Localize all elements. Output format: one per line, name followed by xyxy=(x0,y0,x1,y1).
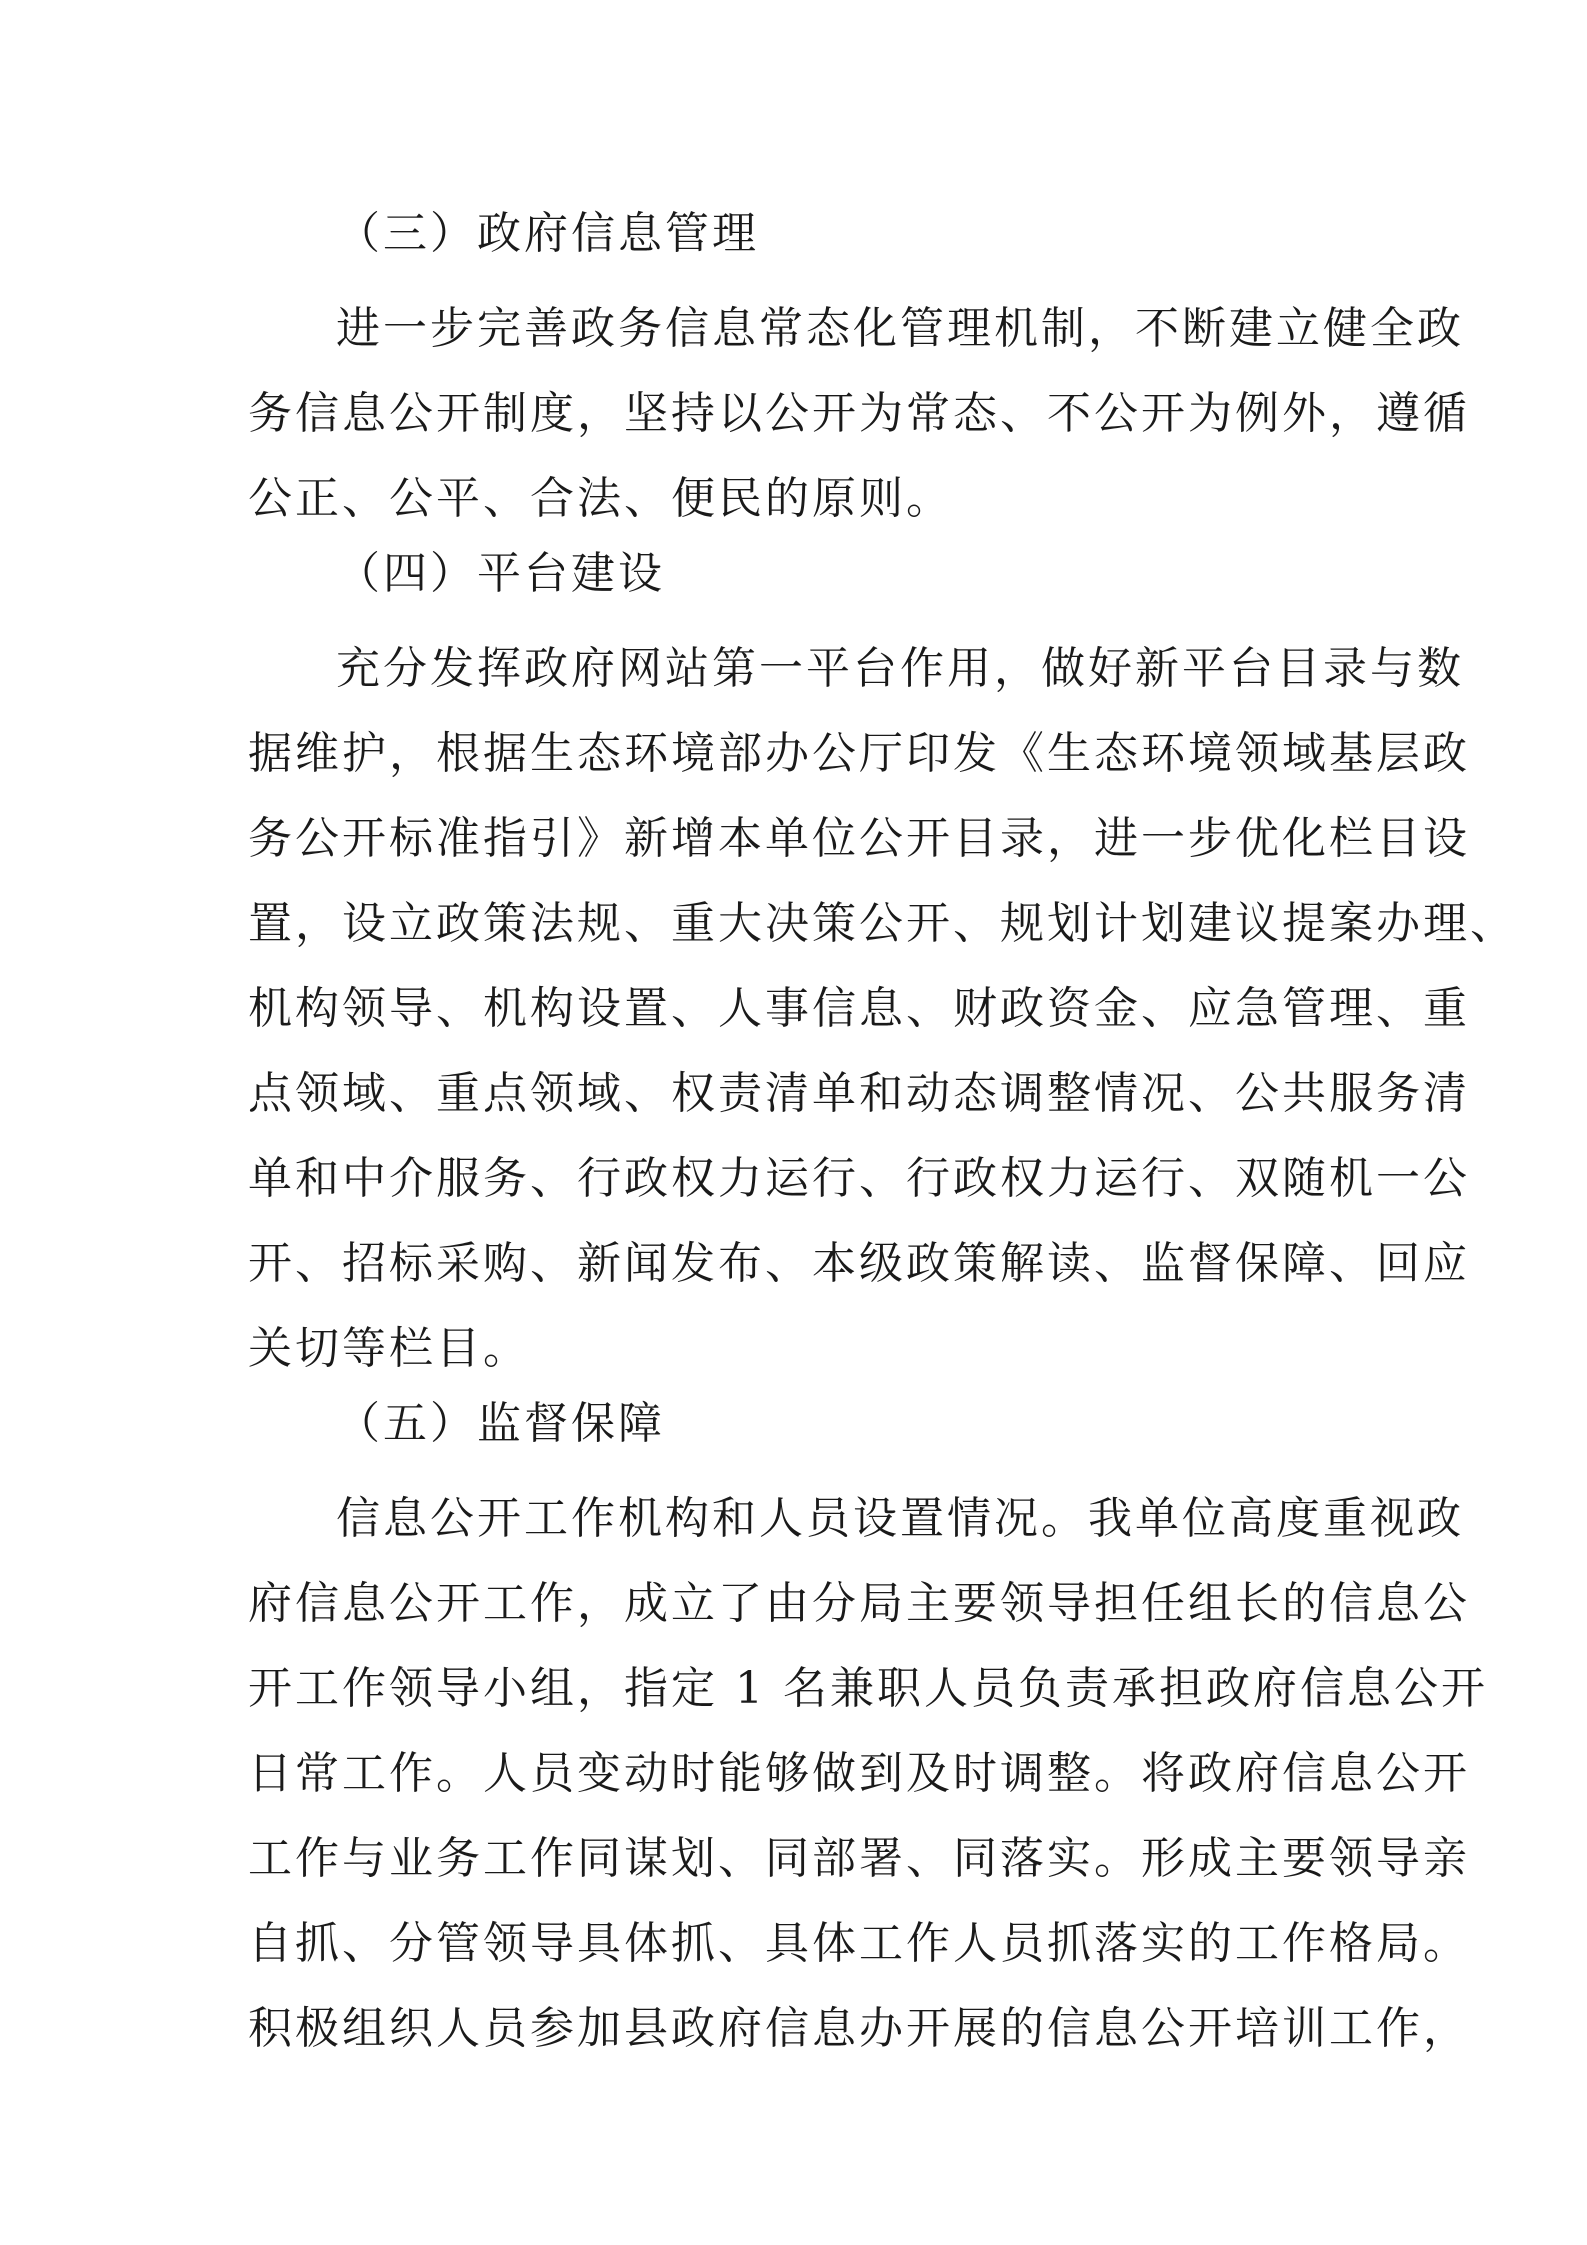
paragraph-line: 积极组织人员参加县政府信息办开展的信息公开培训工作， xyxy=(248,2003,1470,2054)
paragraph-line: 充分发挥政府网站第一平台作用，做好新平台目录与数 xyxy=(336,643,1464,694)
paragraph-line: 府信息公开工作，成立了由分局主要领导担任组长的信息公 xyxy=(248,1578,1470,1629)
section-heading: （三）政府信息管理 xyxy=(336,208,759,259)
paragraph-line: 公正、公平、合法、便民的原则。 xyxy=(248,473,953,524)
paragraph-line: 自抓、分管领导具体抓、具体工作人员抓落实的工作格局。 xyxy=(248,1918,1470,1969)
section-heading: （四）平台建设 xyxy=(336,548,665,599)
paragraph-line: 日常工作。人员变动时能够做到及时调整。将政府信息公开 xyxy=(248,1748,1470,1799)
paragraph-line: 据维护，根据生态环境部办公厅印发《生态环境领域基层政 xyxy=(248,728,1470,779)
paragraph-line: 单和中介服务、行政权力运行、行政权力运行、双随机一公 xyxy=(248,1153,1470,1204)
paragraph-line: 开、招标采购、新闻发布、本级政策解读、监督保障、回应 xyxy=(248,1238,1470,1289)
paragraph-line: 开工作领导小组，指定 1 名兼职人员负责承担政府信息公开 xyxy=(248,1663,1488,1714)
paragraph-line: 点领域、重点领域、权责清单和动态调整情况、公共服务清 xyxy=(248,1068,1470,1119)
paragraph-line: 机构领导、机构设置、人事信息、财政资金、应急管理、重 xyxy=(248,983,1470,1034)
paragraph-line: 务公开标准指引》新增本单位公开目录，进一步优化栏目设 xyxy=(248,813,1470,864)
paragraph-line: 信息公开工作机构和人员设置情况。我单位高度重视政 xyxy=(336,1493,1464,1544)
paragraph-line: 关切等栏目。 xyxy=(248,1323,530,1374)
paragraph-line: 置，设立政策法规、重大决策公开、规划计划建议提案办理、 xyxy=(248,898,1517,949)
paragraph-line: 工作与业务工作同谋划、同部署、同落实。形成主要领导亲 xyxy=(248,1833,1470,1884)
paragraph-line: 务信息公开制度，坚持以公开为常态、不公开为例外，遵循 xyxy=(248,388,1470,439)
section-heading: （五）监督保障 xyxy=(336,1398,665,1449)
paragraph-line: 进一步完善政务信息常态化管理机制，不断建立健全政 xyxy=(336,303,1464,354)
